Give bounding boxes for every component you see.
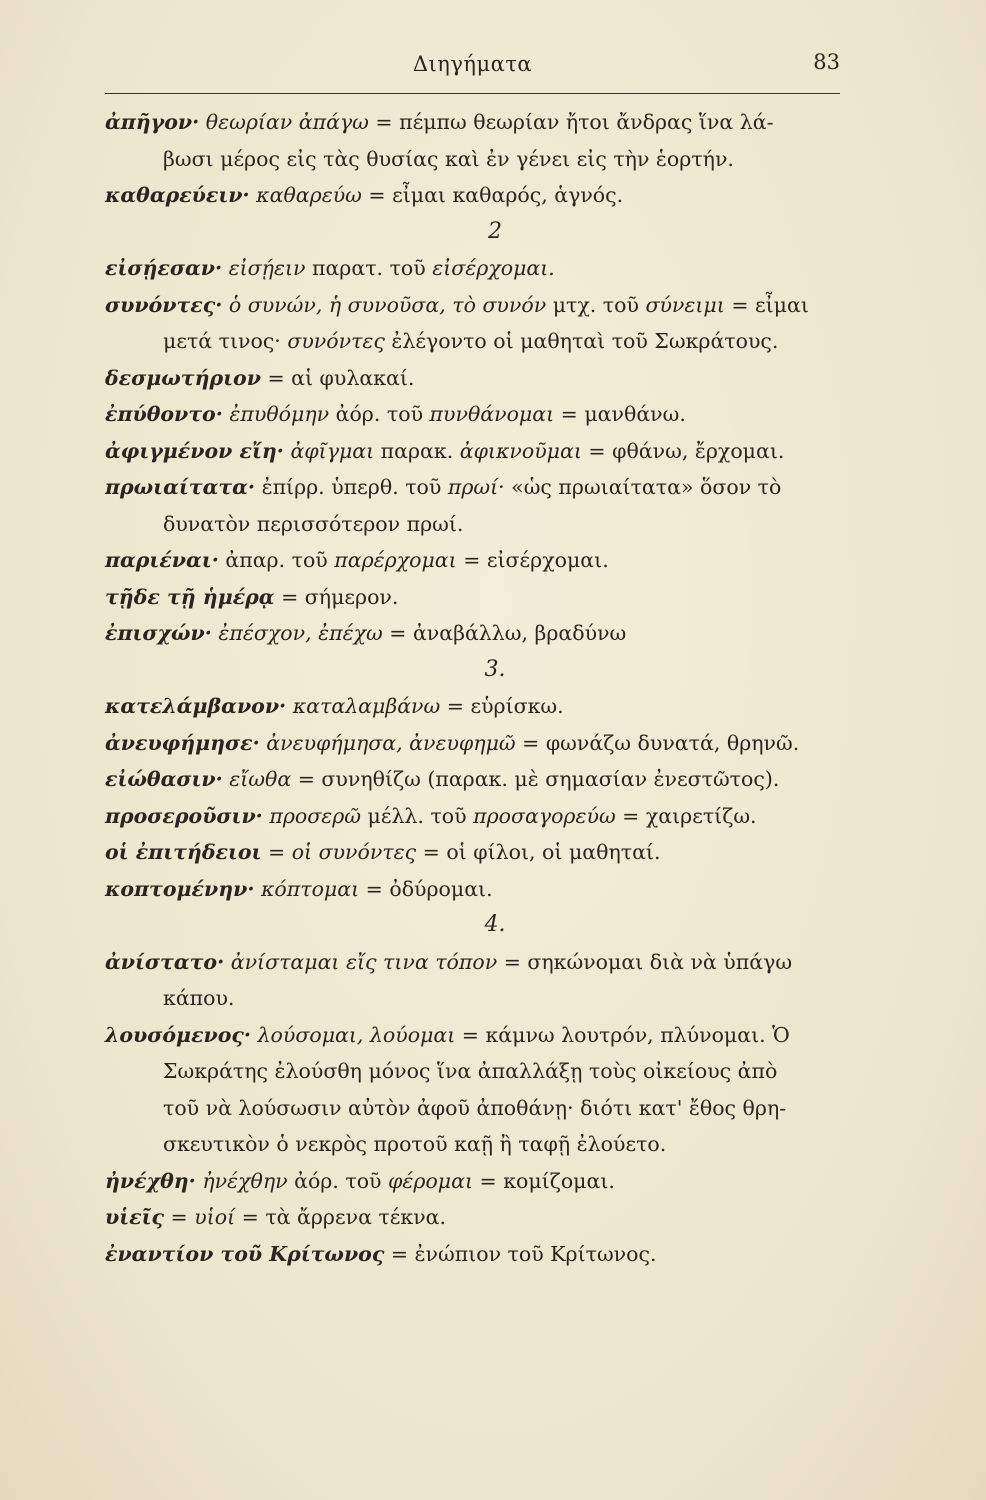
italic-form: οἱ συνόντες <box>291 840 417 864</box>
definition-text: 2 <box>488 218 502 244</box>
glossary-entry-line <box>105 871 845 908</box>
headword: κατελάμβανον· <box>105 694 287 718</box>
definition-text: = εἰσέρχομαι. <box>456 548 609 572</box>
headword: προσεροῦσιν· <box>105 803 263 828</box>
glossary-continuation-line <box>105 323 845 360</box>
glossary-entry-line <box>105 1017 845 1054</box>
page-header <box>105 48 840 88</box>
glossary-entry-line <box>105 250 845 287</box>
glossary-entry-line <box>105 433 845 470</box>
section-number <box>105 652 845 689</box>
definition-text: ἀόρ. τοῦ <box>287 1168 389 1193</box>
glossary-entry-line <box>105 615 845 652</box>
headword: συνόντες· <box>105 292 223 317</box>
glossary-entry-line <box>105 834 845 871</box>
italic-form: ἀνίσταμαι εἴς τινα τόπον <box>224 949 498 974</box>
headword: κοπτομένην· <box>105 876 255 901</box>
glossary-body <box>105 104 845 1272</box>
headword: εἰώθασιν· <box>105 767 223 791</box>
italic-form: πυνθάνομαι <box>429 402 555 426</box>
definition-text: «ὡς πρωιαίτατα» ὅσον τὸ <box>504 475 782 499</box>
definition-text: βωσι μέρος εἰς τὰς θυσίας καὶ ἐν γένει εἰς τὴν ἑορτήν. <box>163 146 734 171</box>
definition-text: = κομίζομαι. <box>472 1168 615 1193</box>
definition-text: = εἶμαι καθαρός, ἁγνός. <box>361 183 624 207</box>
italic-form: προσαγορεύω <box>473 803 616 828</box>
definition-text: = ὀδύρομαι. <box>359 876 493 901</box>
definition-text: = σήμερον. <box>274 584 399 609</box>
headword: υἱεῖς <box>105 1205 165 1229</box>
glossary-continuation-line <box>105 1053 845 1090</box>
italic-form: λούσομαι, λούομαι <box>251 1022 456 1047</box>
definition-text: = ἐνώπιον τοῦ Κρίτωνος. <box>384 1241 657 1266</box>
definition-text: ἀπαρ. τοῦ <box>218 548 335 572</box>
definition-text: παρακ. <box>374 438 460 463</box>
definition-text: μετά τινος· <box>163 329 288 353</box>
definition-text: = ἀναβάλλω, βραδύνω <box>382 621 627 645</box>
glossary-entry-line <box>105 761 845 798</box>
glossary-continuation-line <box>105 141 845 178</box>
definition-text: Σωκράτης ἐλούσθη μόνος ἵνα ἀπαλλάξῃ τοὺς οἰκείους ἀπὸ <box>163 1059 778 1083</box>
headword: ἐπύθοντο· <box>105 402 223 426</box>
italic-form: ὁ συνών, ἡ συνοῦσα, τὸ συνόν <box>222 292 547 317</box>
headword: καθαρεύειν· <box>105 183 250 207</box>
italic-form: εἰσέρχομαι. <box>432 256 555 280</box>
italic-form: ἀφικνοῦμαι <box>459 438 582 463</box>
italic-form: φέρομαι <box>388 1168 473 1193</box>
header-rule <box>105 93 840 94</box>
definition-text: = συνηθίζω (παρακ. μὲ σημασίαν ἐνεστῶτος). <box>291 767 780 791</box>
definition-text: μτχ. τοῦ <box>546 292 646 317</box>
definition-text: 4. <box>484 912 506 937</box>
page-number: 83 <box>813 50 840 74</box>
glossary-entry-line <box>105 396 845 433</box>
glossary-entry-line <box>105 944 845 981</box>
headword: λουσόμενος· <box>105 1022 252 1047</box>
headword: ἀνίστατο· <box>105 949 225 974</box>
italic-form: ἀνευφήμησα, ἀνευφημῶ <box>259 730 516 755</box>
glossary-entry-line <box>105 688 845 725</box>
definition-text: = εὑρίσκω. <box>440 694 564 718</box>
glossary-entry-line <box>105 469 845 506</box>
italic-form: ἐπέσχον, ἐπέχω <box>211 621 383 645</box>
headword: ἀπῆγον· <box>105 110 200 134</box>
section-number <box>105 907 845 944</box>
glossary-entry-line <box>105 287 845 324</box>
glossary-entry-line <box>105 1163 845 1200</box>
headword: πρωιαίτατα· <box>105 475 256 499</box>
glossary-continuation-line <box>105 980 845 1017</box>
definition-text: παρατ. τοῦ <box>305 256 433 280</box>
definition-text: = <box>164 1205 195 1229</box>
definition-text: ἀόρ. τοῦ <box>329 402 430 426</box>
italic-form: υἱοί <box>194 1205 236 1229</box>
headword: οἱ ἐπιτήδειοι <box>105 840 262 864</box>
italic-form: πρωί· <box>447 475 505 499</box>
definition-text: δυνατὸν περισσότερον πρωί. <box>163 511 464 536</box>
italic-form: παρέρχομαι <box>334 548 457 572</box>
definition-text: = σηκώνομαι διὰ νὰ ὑπάγω <box>497 949 793 974</box>
italic-form: συνόντες <box>287 329 385 353</box>
headword: τῇδε τῇ ἡμέρᾳ <box>105 584 275 609</box>
italic-form: θεωρίαν ἀπάγω <box>199 110 369 134</box>
headword: ἀφιγμένον εἴη· <box>105 438 284 463</box>
glossary-entry-line <box>105 798 845 835</box>
definition-text: = αἱ φυλακαί. <box>260 365 415 390</box>
definition-text: τοῦ νὰ λούσωσιν αὐτὸν ἀφοῦ ἀποθάνῃ· διότι κατ' ἔθος θρη- <box>163 1095 787 1120</box>
glossary-entry-line <box>105 725 845 762</box>
headword: ἀνευφήμησε· <box>105 730 260 755</box>
headword: ἐπισχών· <box>105 621 212 645</box>
definition-text: μέλλ. τοῦ <box>360 803 474 828</box>
italic-form: εἰσῄειν <box>222 256 306 280</box>
italic-form: εἴωθα <box>222 767 292 791</box>
italic-form: σύνειμι <box>645 292 725 317</box>
glossary-continuation-line <box>105 506 845 543</box>
definition-text: = τὰ ἄρρενα τέκνα. <box>235 1205 447 1229</box>
italic-form: καθαρεύω <box>249 183 362 207</box>
headword: παριέναι· <box>105 548 219 572</box>
running-title: Διηγήματα <box>412 52 533 76</box>
glossary-continuation-line <box>105 1090 845 1127</box>
definition-text: = οἱ φίλοι, οἱ μαθηταί. <box>416 840 661 864</box>
headword: δεσμωτήριον <box>105 365 261 390</box>
definition-text: ἐπίρρ. ὑπερθ. τοῦ <box>255 475 448 499</box>
italic-form: καταλαμβάνω <box>286 694 441 718</box>
definition-text: = <box>261 840 292 864</box>
definition-text: = χαιρετίζω. <box>615 803 757 828</box>
italic-form: ἀφῖγμαι <box>283 438 375 463</box>
italic-form: προσερῶ <box>262 803 361 828</box>
glossary-entry-line <box>105 1236 845 1273</box>
italic-form: κόπτομαι <box>254 876 360 901</box>
definition-text: 3. <box>484 656 506 682</box>
definition-text: = πέμπω θεωρίαν ἤτοι ἄνδρας ἵνα λά- <box>368 110 774 134</box>
headword: εἰσῄεσαν· <box>105 256 223 280</box>
section-number <box>105 214 845 251</box>
glossary-entry-line <box>105 360 845 397</box>
definition-text: = μανθάνω. <box>554 402 686 426</box>
definition-text: σκευτικὸν ὁ νεκρὸς προτοῦ καῇ ἢ ταφῇ ἐλούετο. <box>163 1132 667 1156</box>
definition-text: = φωνάζω δυνατά, θρηνῶ. <box>515 730 800 755</box>
definition-text: = φθάνω, ἔρχομαι. <box>581 438 785 463</box>
italic-form: ἠνέχθην <box>195 1168 288 1193</box>
glossary-entry-line <box>105 579 845 616</box>
glossary-entry-line <box>105 1199 845 1236</box>
glossary-entry-line <box>105 542 845 579</box>
definition-text: = εἶμαι <box>724 292 809 317</box>
headword: ἐναντίον τοῦ Κρίτωνος <box>105 1241 385 1266</box>
definition-text: κάπου. <box>163 986 235 1010</box>
glossary-entry-line <box>105 177 845 214</box>
glossary-continuation-line <box>105 1126 845 1163</box>
definition-text: = κάμνω λουτρόν, πλύνομαι. Ὁ <box>455 1022 790 1047</box>
definition-text: ἐλέγοντο οἱ μαθηταὶ τοῦ Σωκράτους. <box>384 329 779 353</box>
glossary-entry-line <box>105 104 845 141</box>
italic-form: ἐπυθόμην <box>222 402 330 426</box>
headword: ἠνέχθη· <box>105 1168 196 1193</box>
